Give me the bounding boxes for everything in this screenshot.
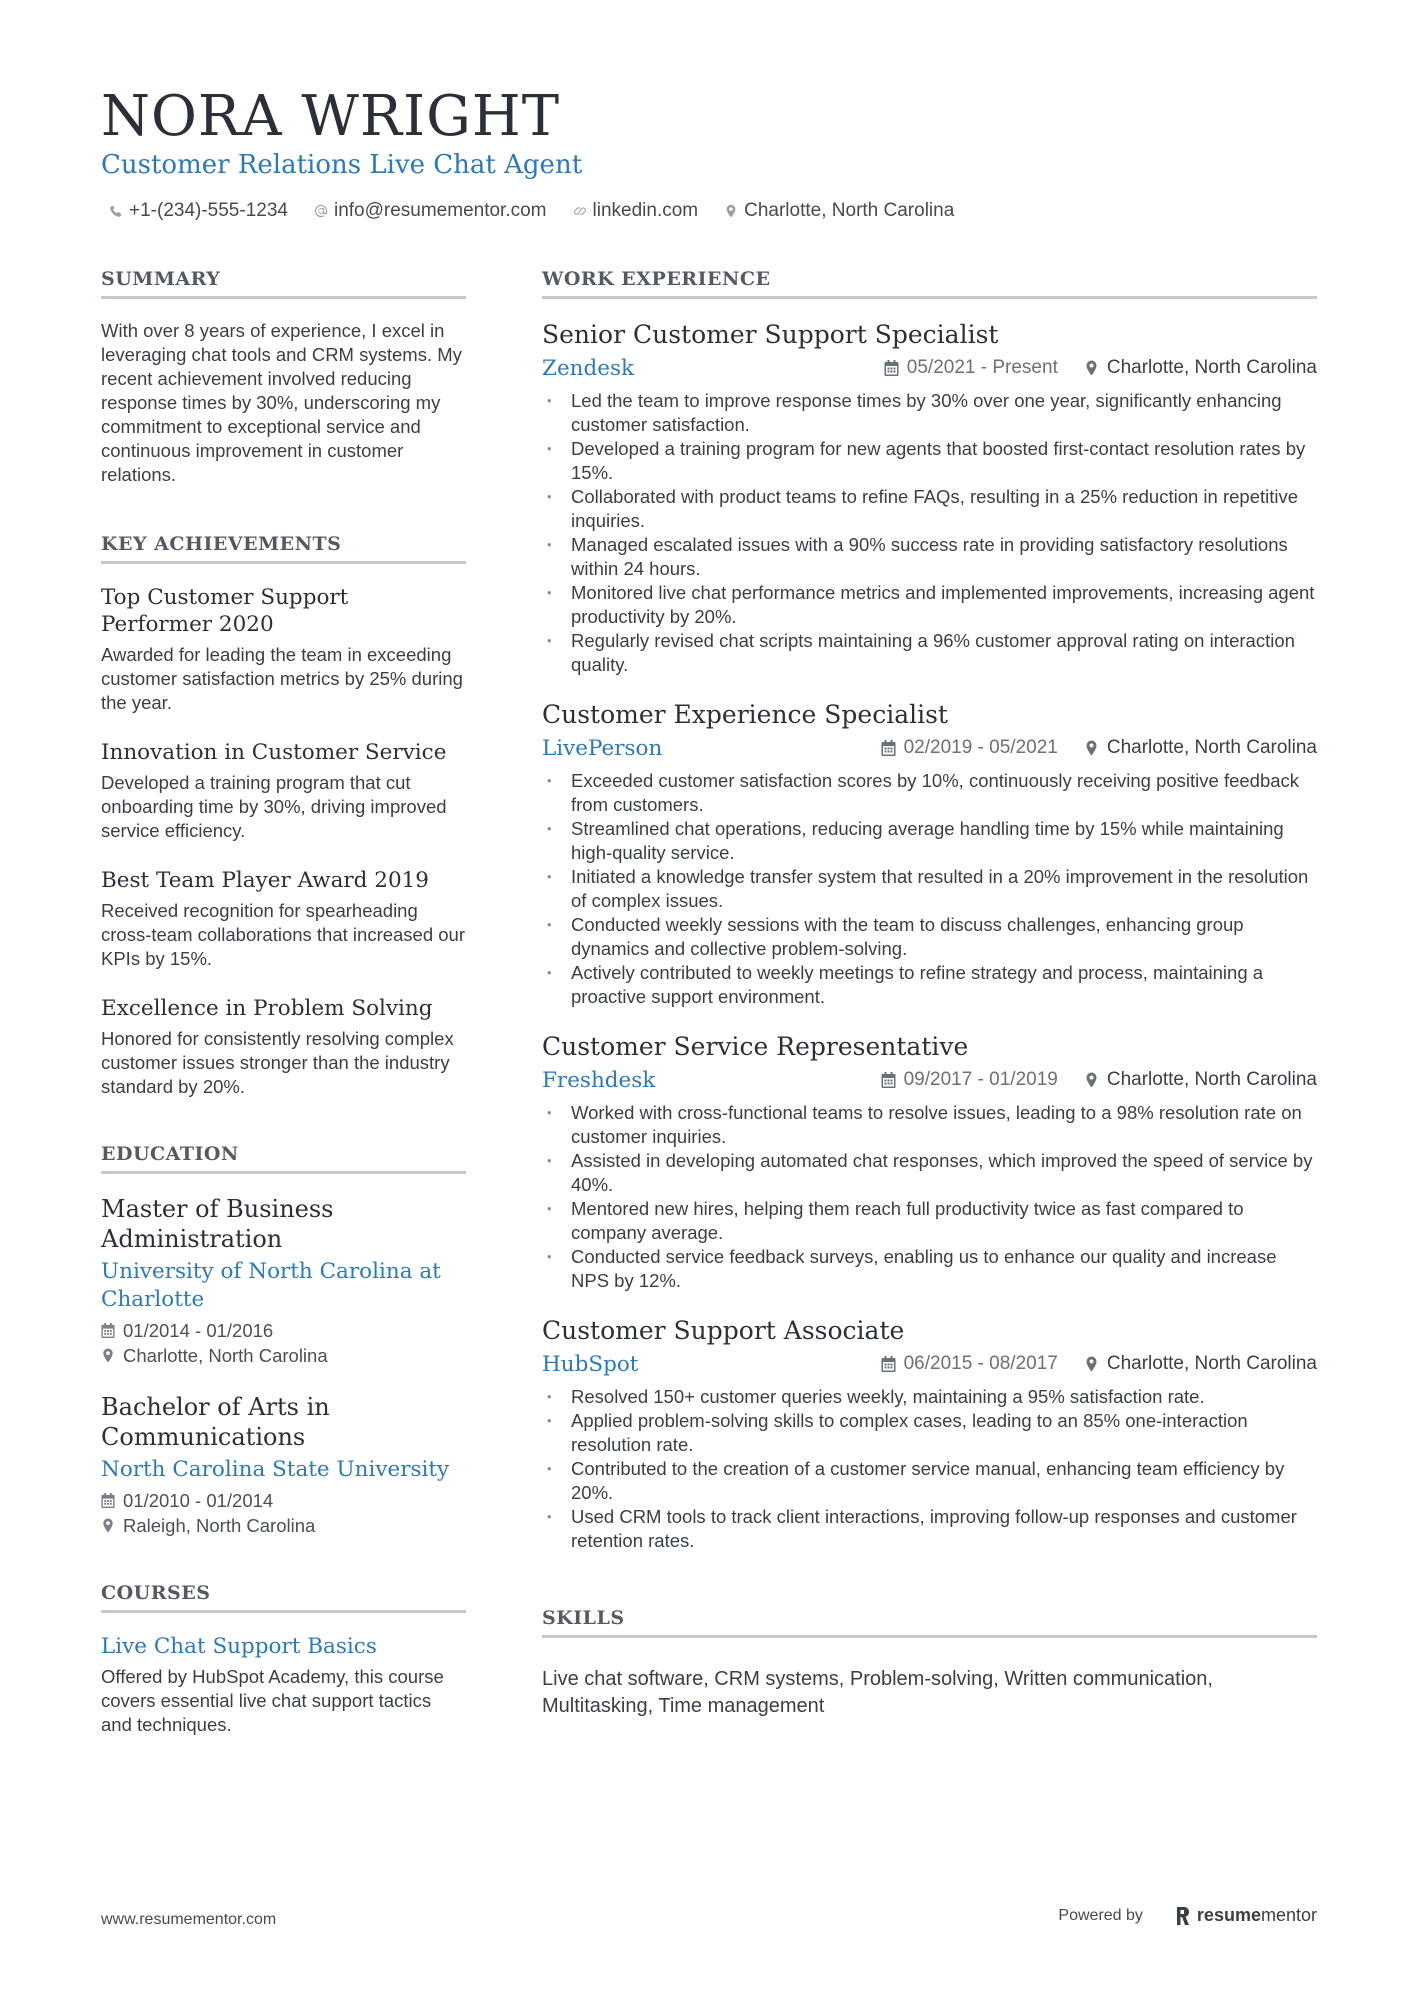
achievement-title: Best Team Player Award 2019 (101, 868, 429, 893)
job-dates-text: 02/2019 - 05/2021 (903, 737, 1058, 758)
job-bullet: • Streamlined chat operations, reducing average handling time by 15% while maintaining high-quality service. (542, 817, 1317, 865)
job-entry (542, 699, 1317, 1009)
job-location (1084, 357, 1317, 379)
education-school: University of North Carolina at Charlotte (101, 1259, 441, 1312)
job-bullet: • Regularly revised chat scripts maintaining a 96% customer approval rating on interaction quality. (542, 629, 1317, 677)
education-degree: Master of Business Administration (101, 1195, 334, 1253)
education-degree: Bachelor of Arts in Communications (101, 1393, 330, 1451)
job-bullet: • Assisted in developing automated chat responses, which improved the speed of service by 40%. (542, 1149, 1317, 1197)
job-title: Senior Customer Support Specialist (542, 320, 999, 349)
job-bullet: • Led the team to improve response times by 30% over one year, significantly enhancing customer satisfaction. (542, 389, 1317, 437)
achievement-desc: Honored for consistently resolving complex customer issues stronger than the industry standard by 20%. (101, 1028, 454, 1097)
achievement-desc: Awarded for leading the team in exceeding customer satisfaction metrics by 25% during the year. (101, 644, 463, 713)
course-title: Live Chat Support Basics (101, 1634, 377, 1659)
job-location-text: Charlotte, North Carolina (1106, 357, 1317, 378)
calendar-icon (101, 1323, 115, 1338)
education-section (101, 1143, 466, 1538)
education-location (101, 1513, 466, 1538)
job-dates-text: 05/2021 - Present (906, 357, 1058, 378)
education-dates (101, 1318, 466, 1343)
summary-section (101, 268, 466, 487)
education-dates (101, 1488, 466, 1513)
job-bullet: • Contributed to the creation of a customer service manual, enhancing team efficiency by 20%. (542, 1457, 1317, 1505)
job-dates (881, 1069, 1058, 1091)
education-location-text: Charlotte, North Carolina (123, 1345, 328, 1366)
location-pin-icon (1084, 1356, 1099, 1372)
job-bullet: • Resolved 150+ customer queries weekly, maintaining a 95% satisfaction rate. (542, 1385, 1317, 1409)
job-meta-row (542, 1065, 1317, 1095)
job-entry (542, 319, 1317, 677)
course-desc: Offered by HubSpot Academy, this course covers essential live chat support tactics and techniques. (101, 1666, 444, 1735)
achievement-item (101, 584, 466, 715)
job-location-text: Charlotte, North Carolina (1106, 1353, 1317, 1374)
job-location (1084, 737, 1317, 759)
candidate-name: NORA WRIGHT (101, 84, 561, 149)
footer-url[interactable]: www.resumementor.com (101, 1911, 277, 1928)
job-entry (542, 1031, 1317, 1293)
calendar-icon (881, 740, 896, 756)
summary-heading: SUMMARY (101, 268, 466, 299)
job-location (1084, 1069, 1317, 1091)
job-meta (881, 1353, 1317, 1375)
brand-light: mentor (1260, 1905, 1317, 1925)
job-meta-row (542, 733, 1317, 763)
job-bullets (542, 1385, 1317, 1553)
at-icon (314, 204, 328, 218)
calendar-icon (881, 1356, 896, 1372)
email-text: info@resumementor.com (333, 200, 547, 221)
job-bullet: • Developed a training program for new agents that boosted first-contact resolution rates by 15%. (542, 437, 1317, 485)
job-bullet: • Worked with cross-functional teams to resolve issues, leading to a 98% resolution rate on customer inquiries. (542, 1101, 1317, 1149)
calendar-icon (884, 360, 899, 376)
job-bullet: • Initiated a knowledge transfer system that resulted in a 20% improvement in the resolution of complex issues. (542, 865, 1317, 913)
job-company: HubSpot (542, 1351, 639, 1377)
brand-logo-icon (1175, 1906, 1191, 1926)
job-company: Zendesk (542, 355, 635, 381)
job-dates (881, 737, 1058, 759)
courses-heading: COURSES (101, 1582, 466, 1613)
job-meta-row (542, 353, 1317, 383)
powered-by-label: Powered by (1058, 1906, 1143, 1924)
achievement-title: Innovation in Customer Service (101, 740, 447, 765)
job-bullet: • Exceeded customer satisfaction scores by 10%, continuously receiving positive feedback from customers. (542, 769, 1317, 817)
contact-phone[interactable] (109, 200, 288, 222)
brand-logo[interactable] (1175, 1905, 1317, 1926)
contact-bar (109, 200, 954, 222)
resume-page (101, 0, 1317, 1995)
contact-location (724, 200, 954, 222)
job-list (542, 319, 1317, 1553)
job-bullets (542, 769, 1317, 1009)
job-meta (881, 1069, 1317, 1091)
achievement-desc: Developed a training program that cut onboarding time by 30%, driving improved service efficiency. (101, 772, 447, 841)
education-dates-text: 01/2014 - 01/2016 (123, 1320, 274, 1341)
job-dates (884, 357, 1058, 379)
location-text: Charlotte, North Carolina (744, 200, 955, 221)
achievement-title: Excellence in Problem Solving (101, 996, 433, 1021)
contact-email[interactable] (314, 200, 547, 222)
job-dates-text: 06/2015 - 08/2017 (903, 1353, 1058, 1374)
skills-text: Live chat software, CRM systems, Problem-solving, Written communication, Multitasking, Time management (542, 1668, 1213, 1717)
achievement-desc: Received recognition for spearheading cross-team collaborations that increased our KPIs by 15%. (101, 900, 466, 969)
achievements-heading: KEY ACHIEVEMENTS (101, 533, 466, 564)
contact-linkedin[interactable] (573, 200, 699, 222)
job-bullet: • Mentored new hires, helping them reach full productivity twice as fast compared to company average. (542, 1197, 1317, 1245)
location-pin-icon (1084, 1072, 1099, 1088)
job-title: Customer Experience Specialist (542, 700, 948, 729)
location-pin-icon (1084, 740, 1099, 756)
job-company: LivePerson (542, 735, 663, 761)
job-bullet: • Monitored live chat performance metrics and implemented improvements, increasing agent productivity by 20%. (542, 581, 1317, 629)
summary-text: With over 8 years of experience, I excel in leveraging chat tools and CRM systems. My recent achievement involved reducing response times by 30%, underscoring my commitment to exceptional service and continuous improvement in customer relations. (101, 320, 462, 485)
job-bullet: • Collaborated with product teams to refine FAQs, resulting in a 25% reduction in repetitive inquiries. (542, 485, 1317, 533)
job-meta (881, 737, 1317, 759)
achievement-item (101, 995, 466, 1099)
job-bullet: • Applied problem-solving skills to complex cases, leading to an 85% one-interaction resolution rate. (542, 1409, 1317, 1457)
job-title: Customer Support Associate (542, 1316, 905, 1345)
job-location-text: Charlotte, North Carolina (1106, 737, 1317, 758)
job-bullet: • Managed escalated issues with a 90% success rate in providing satisfactory resolutions within 24 hours. (542, 533, 1317, 581)
job-bullet: • Used CRM tools to track client interactions, improving follow-up responses and customer retention rates. (542, 1505, 1317, 1553)
job-bullet: • Conducted weekly sessions with the team to discuss challenges, enhancing group dynamics and collective problem-solving. (542, 913, 1317, 961)
link-icon (573, 204, 587, 218)
brand-bold: resume (1196, 1905, 1261, 1925)
location-pin-icon (1084, 360, 1099, 376)
job-location (1084, 1353, 1317, 1375)
linkedin-text: linkedin.com (592, 200, 699, 221)
job-meta-row (542, 1349, 1317, 1379)
job-title: Customer Service Representative (542, 1032, 969, 1061)
skills-section (542, 1607, 1317, 1720)
location-pin-icon (724, 204, 738, 218)
skills-heading: SKILLS (542, 1607, 1317, 1638)
job-dates-text: 09/2017 - 01/2019 (903, 1069, 1058, 1090)
education-item (101, 1194, 466, 1368)
calendar-icon (101, 1493, 115, 1508)
experience-heading: WORK EXPERIENCE (542, 268, 1317, 299)
education-location (101, 1343, 466, 1368)
right-column (542, 268, 1317, 1720)
location-pin-icon (101, 1518, 115, 1533)
job-bullet: • Conducted service feedback surveys, enabling us to enhance our quality and increase NPS by 12%. (542, 1245, 1317, 1293)
job-dates (881, 1353, 1058, 1375)
job-bullet: • Actively contributed to weekly meetings to refine strategy and process, maintaining a proactive support environment. (542, 961, 1317, 1009)
job-entry (542, 1315, 1317, 1553)
job-meta (884, 357, 1317, 379)
powered-by (1058, 1905, 1317, 1926)
candidate-headline: Customer Relations Live Chat Agent (101, 150, 583, 180)
achievement-title: Top Customer Support Performer 2020 (101, 585, 349, 637)
left-column (101, 268, 466, 1773)
achievement-item (101, 867, 466, 971)
achievements-section (101, 533, 466, 1099)
education-dates-text: 01/2010 - 01/2014 (123, 1490, 274, 1511)
job-location-text: Charlotte, North Carolina (1106, 1069, 1317, 1090)
achievement-item (101, 739, 466, 843)
phone-icon (109, 204, 123, 218)
education-item (101, 1392, 466, 1538)
job-company: Freshdesk (542, 1067, 656, 1093)
job-bullets (542, 389, 1317, 677)
job-bullets (542, 1101, 1317, 1293)
calendar-icon (881, 1072, 896, 1088)
courses-section (101, 1582, 466, 1737)
education-school: North Carolina State University (101, 1457, 450, 1482)
education-location-text: Raleigh, North Carolina (123, 1515, 316, 1536)
phone-text: +1-(234)-555-1234 (129, 200, 288, 221)
education-heading: EDUCATION (101, 1143, 466, 1174)
location-pin-icon (101, 1348, 115, 1363)
